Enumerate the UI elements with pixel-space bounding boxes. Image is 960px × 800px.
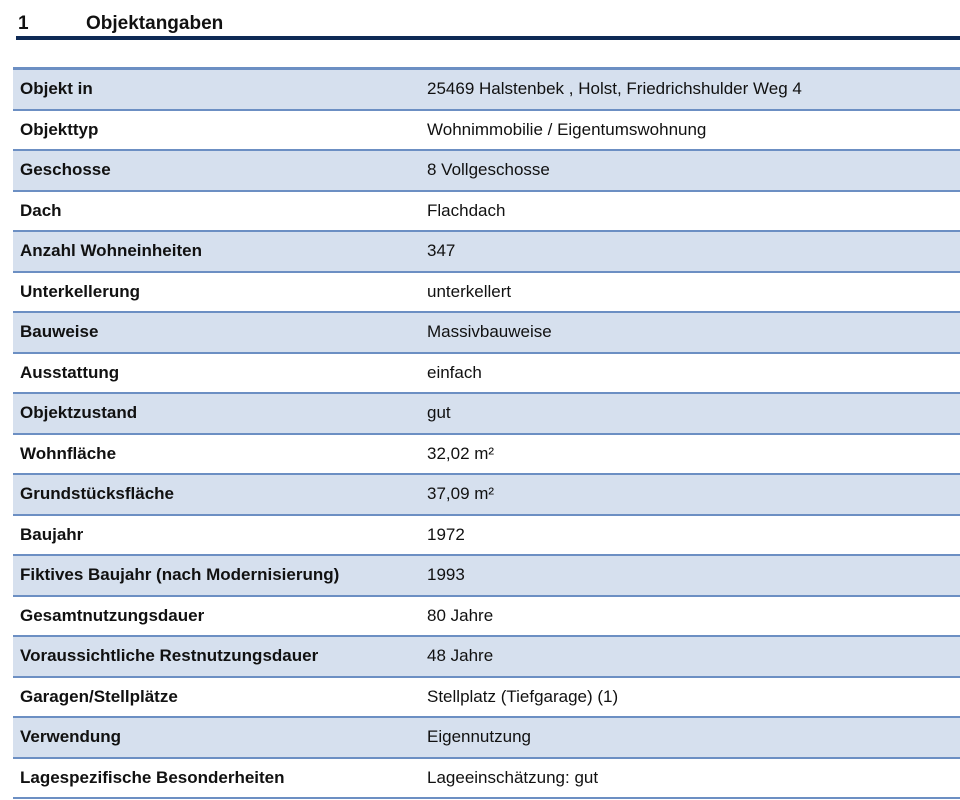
- row-value: 347: [427, 241, 456, 261]
- row-value: 48 Jahre: [427, 646, 494, 666]
- row-value: einfach: [427, 362, 482, 382]
- table-row: [13, 718, 960, 759]
- row-value: gut: [427, 403, 451, 423]
- table-row: [13, 70, 960, 111]
- row-value: 1993: [427, 565, 465, 585]
- table-row: [13, 111, 960, 152]
- row-label: Lagespezifische Besonderheiten: [20, 767, 285, 787]
- table-row: [13, 192, 960, 233]
- row-label: Anzahl Wohneinheiten: [20, 241, 202, 261]
- row-label: Bauweise: [20, 322, 99, 342]
- table-row: [13, 759, 960, 800]
- row-value: 80 Jahre: [427, 605, 494, 625]
- section-header: [16, 10, 960, 40]
- table-row: [13, 678, 960, 719]
- row-value: Massivbauweise: [427, 322, 552, 342]
- row-value: 1972: [427, 524, 465, 544]
- row-value: Lageeinschätzung: gut: [427, 767, 599, 787]
- table-row: [13, 516, 960, 557]
- row-value: Stellplatz (Tiefgarage) (1): [427, 686, 619, 706]
- row-label: Objekt in: [20, 79, 93, 99]
- row-value: 32,02 m²: [427, 443, 495, 463]
- row-value: unterkellert: [427, 281, 512, 301]
- row-label: Grundstücksfläche: [20, 484, 174, 504]
- table-row: [13, 232, 960, 273]
- table-row: [13, 556, 960, 597]
- table-row: [13, 273, 960, 314]
- row-value: 8 Vollgeschosse: [427, 160, 550, 180]
- row-label: Wohnfläche: [20, 443, 117, 463]
- row-label: Dach: [20, 200, 62, 220]
- row-label: Voraussichtliche Restnutzungsdauer: [20, 646, 319, 666]
- row-value: Eigennutzung: [427, 727, 531, 747]
- row-value: Flachdach: [427, 200, 506, 220]
- row-label: Verwendung: [20, 727, 122, 747]
- table-row: [13, 394, 960, 435]
- row-label: Ausstattung: [20, 362, 120, 382]
- row-label: Garagen/Stellplätze: [20, 686, 178, 706]
- section-title: Objektangaben: [86, 13, 224, 34]
- property-details-table: [13, 67, 960, 799]
- table-row: [13, 637, 960, 678]
- row-label: Objekttyp: [20, 119, 99, 139]
- table-row: [13, 475, 960, 516]
- table-row: [13, 313, 960, 354]
- row-label: Fiktives Baujahr (nach Modernisierung): [20, 565, 340, 585]
- table-row: [13, 151, 960, 192]
- row-label: Gesamtnutzungsdauer: [20, 605, 205, 625]
- row-label: Objektzustand: [20, 403, 138, 423]
- row-value: 25469 Halstenbek , Holst, Friedrichshulder Weg 4: [427, 79, 802, 99]
- row-label: Baujahr: [20, 524, 84, 544]
- section-number: 1: [18, 13, 29, 34]
- row-value: Wohnimmobilie / Eigentumswohnung: [427, 119, 707, 139]
- row-value: 37,09 m²: [427, 484, 495, 504]
- table-row: [13, 597, 960, 638]
- table-row: [13, 435, 960, 476]
- row-label: Unterkellerung: [20, 281, 140, 301]
- row-label: Geschosse: [20, 160, 111, 180]
- table-row: [13, 354, 960, 395]
